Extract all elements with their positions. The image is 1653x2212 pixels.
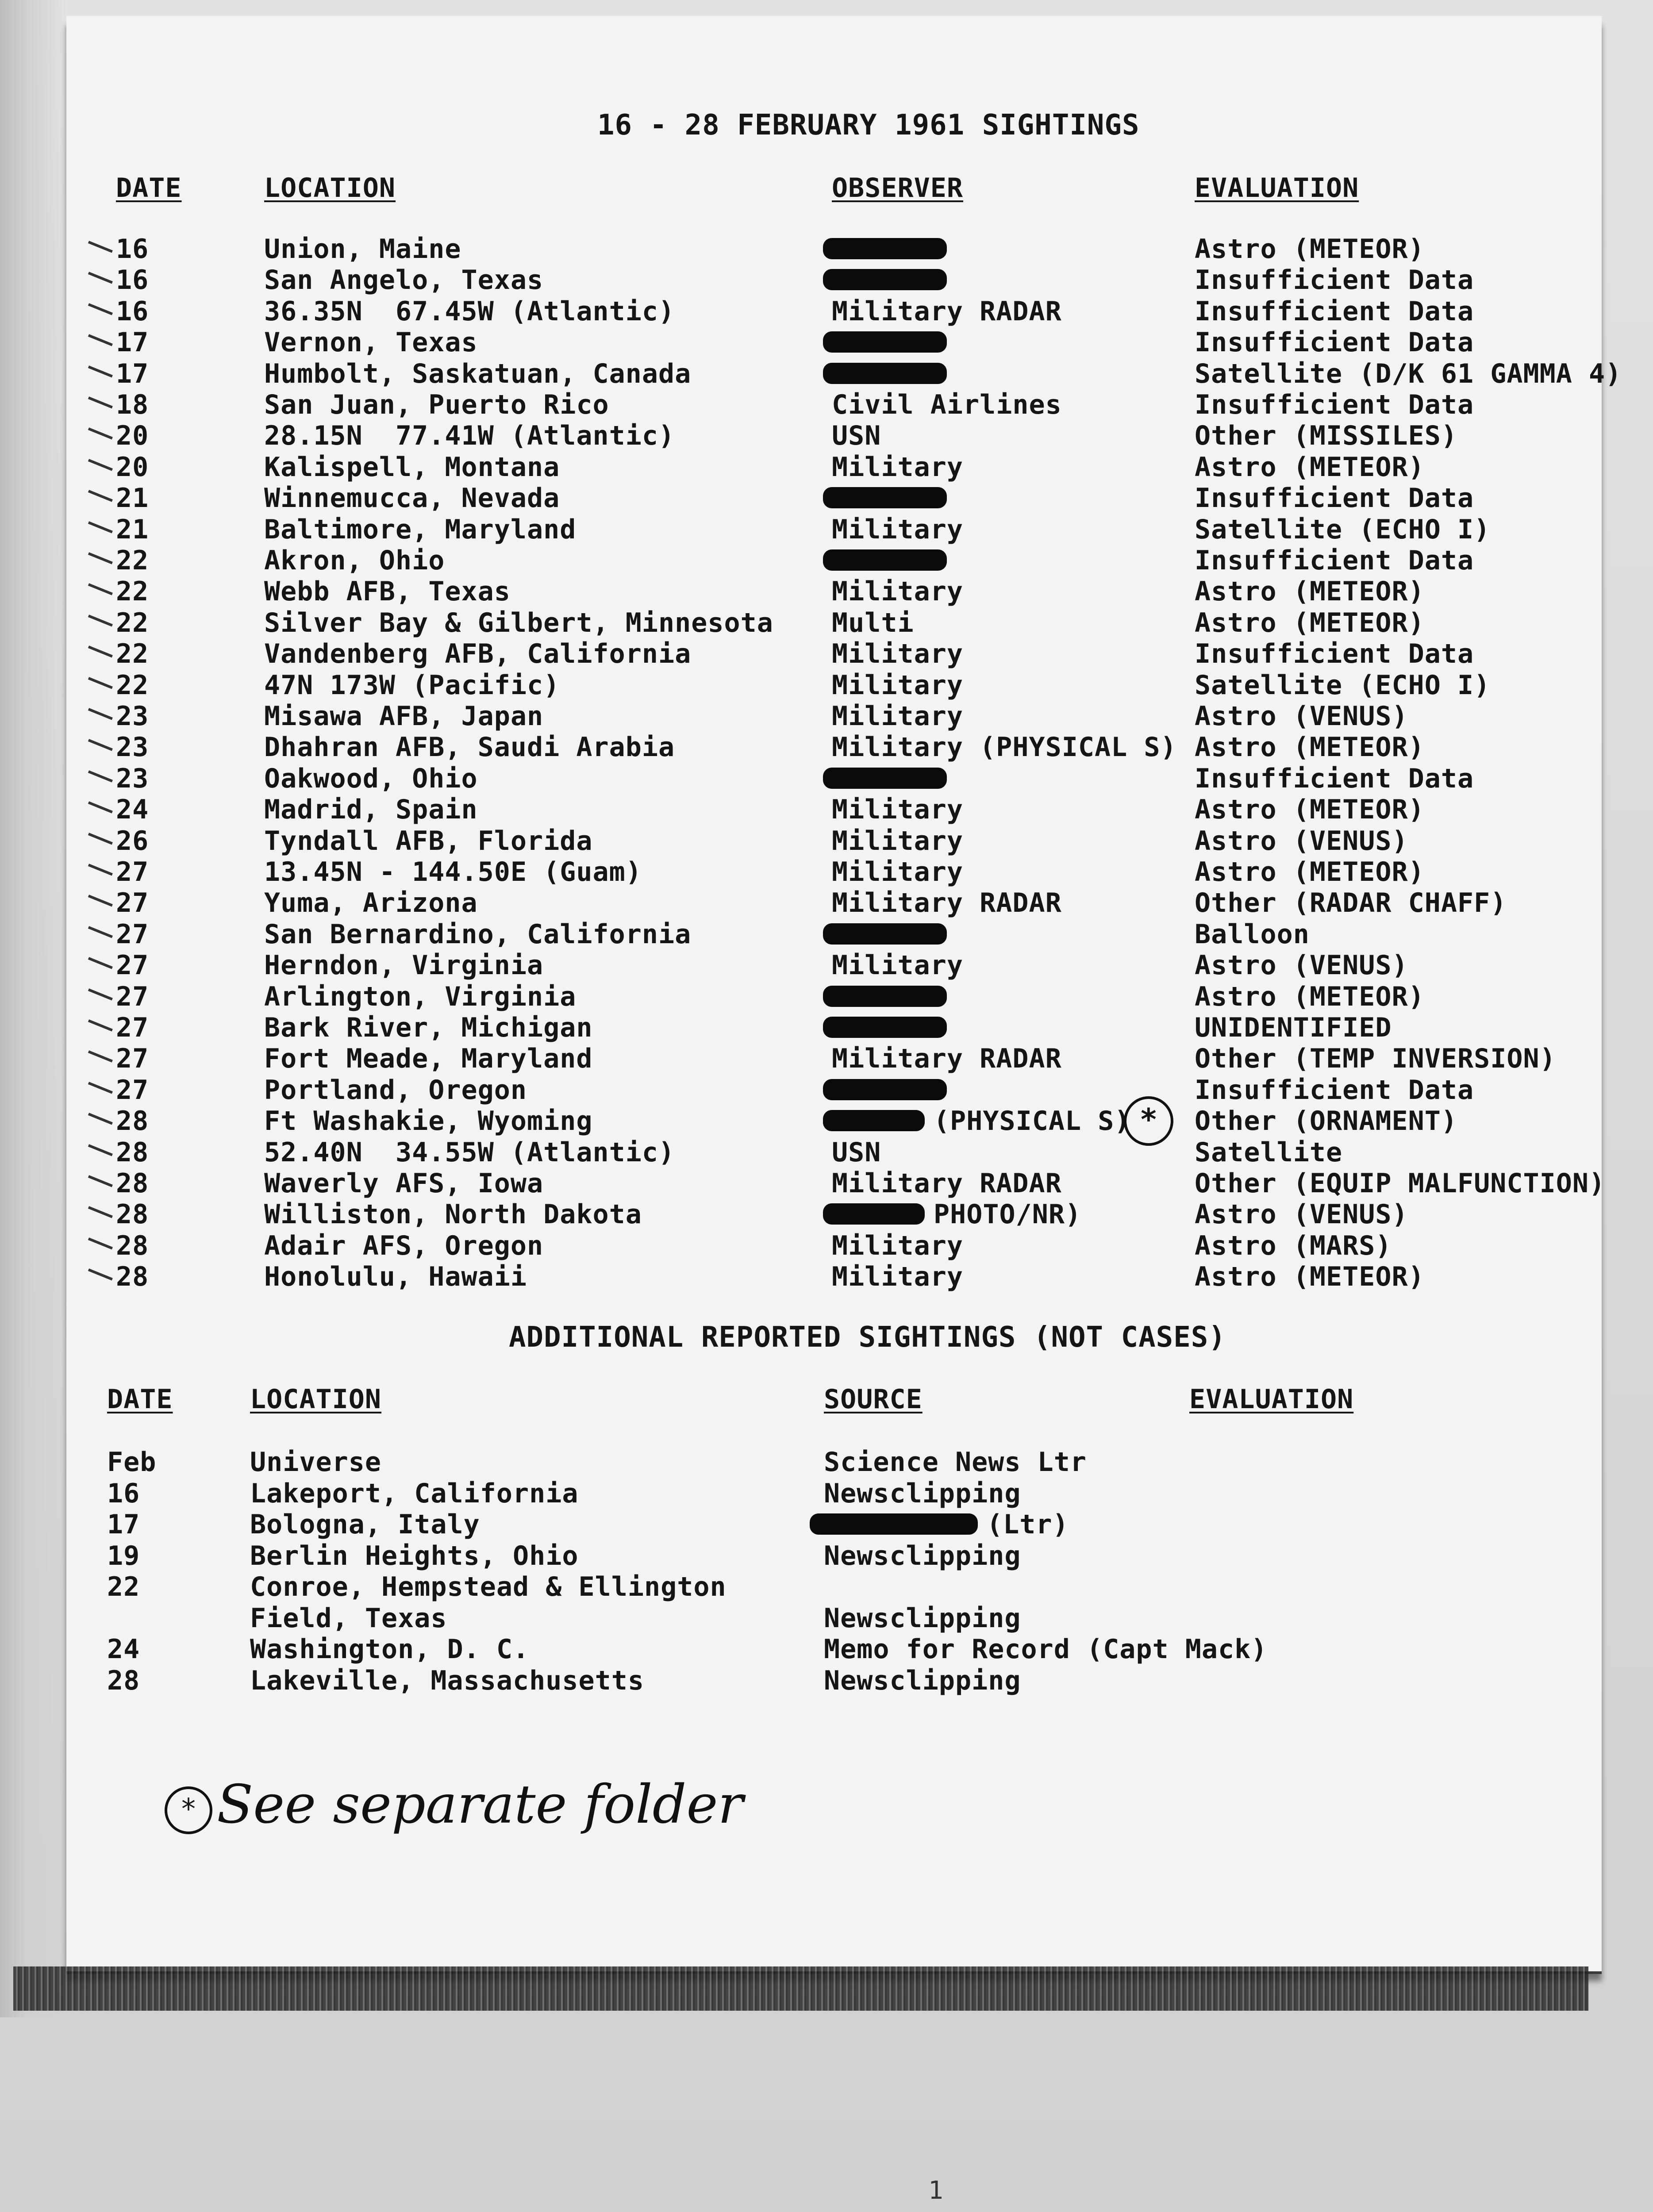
- row-evaluation: Astro (METEOR): [1195, 794, 1425, 825]
- check-tick-mark: [88, 272, 113, 284]
- check-tick-mark: [88, 957, 113, 969]
- row-date: 22: [116, 638, 149, 669]
- row-location: Fort Meade, Maryland: [264, 1043, 593, 1074]
- row-evaluation: Astro (METEOR): [1195, 607, 1425, 638]
- row-observer: Military: [832, 950, 963, 981]
- row-location: Vandenberg AFB, California: [264, 638, 692, 669]
- row-date: 27: [116, 887, 149, 918]
- check-tick-mark: [88, 645, 113, 657]
- check-tick-mark: [88, 864, 113, 876]
- check-tick-mark: [88, 365, 113, 377]
- check-tick-mark: [88, 677, 113, 689]
- row-date: 26: [116, 826, 149, 856]
- row-location: Lakeport, California: [250, 1478, 579, 1509]
- additional-header-location: LOCATION: [250, 1384, 381, 1415]
- table-row: [0, 296, 1653, 327]
- row-source: Newsclipping: [824, 1478, 1021, 1509]
- table-row: [0, 327, 1653, 358]
- check-tick-mark: [88, 1175, 113, 1187]
- row-date: 23: [116, 701, 149, 732]
- list-item: [0, 1634, 1653, 1665]
- check-tick-mark: [88, 1050, 113, 1062]
- redaction-bar: [823, 923, 947, 945]
- redaction-bar: [823, 1203, 925, 1225]
- row-date: 27: [116, 1043, 149, 1074]
- row-date: 28: [107, 1665, 140, 1696]
- row-location: 47N 173W (Pacific): [264, 670, 560, 701]
- row-evaluation: Astro (VENUS): [1195, 826, 1408, 856]
- header-location: LOCATION: [264, 173, 396, 204]
- table-row: [0, 545, 1653, 576]
- row-source: Newsclipping: [824, 1665, 1021, 1696]
- row-date: 28: [116, 1137, 149, 1168]
- table-row: [0, 358, 1653, 389]
- row-observer: Military: [832, 638, 963, 669]
- row-observer: Multi: [832, 607, 914, 638]
- row-location: Honolulu, Hawaii: [264, 1261, 527, 1292]
- row-location: Yuma, Arizona: [264, 887, 478, 918]
- row-date: 17: [116, 358, 149, 389]
- page-title: 16 - 28 FEBRUARY 1961 SIGHTINGS: [597, 109, 1140, 142]
- row-location: San Juan, Puerto Rico: [264, 389, 609, 420]
- table-row: [0, 763, 1653, 794]
- table-row: [0, 1230, 1653, 1261]
- check-tick-mark: [88, 1144, 113, 1156]
- row-evaluation: Insufficient Data: [1195, 327, 1474, 358]
- check-tick-mark: [88, 895, 113, 906]
- row-location: Humbolt, Saskatuan, Canada: [264, 358, 692, 389]
- row-evaluation: Astro (METEOR): [1195, 1261, 1425, 1292]
- row-evaluation: Insufficient Data: [1195, 265, 1474, 296]
- row-date: 27: [116, 950, 149, 981]
- check-tick-mark: [88, 739, 113, 751]
- row-evaluation: UNIDENTIFIED: [1195, 1012, 1392, 1043]
- row-date: 24: [107, 1634, 140, 1665]
- row-observer: USN: [832, 420, 881, 451]
- row-date: 19: [107, 1540, 140, 1571]
- row-date: 28: [116, 1261, 149, 1292]
- row-date: 23: [116, 763, 149, 794]
- table-row: [0, 670, 1653, 701]
- list-item: [0, 1509, 1653, 1540]
- row-location: Tyndall AFB, Florida: [264, 826, 593, 856]
- row-observer: Military: [832, 576, 963, 607]
- table-row: [0, 1261, 1653, 1292]
- row-location: Conroe, Hempstead & Ellington: [250, 1571, 727, 1602]
- list-item: [0, 1571, 1653, 1602]
- redaction-bar: [823, 1079, 947, 1100]
- row-date: 20: [116, 452, 149, 483]
- row-evaluation: Insufficient Data: [1195, 389, 1474, 420]
- row-observer: (PHYSICAL S): [934, 1106, 1131, 1137]
- list-item: [0, 1665, 1653, 1696]
- row-evaluation: Satellite: [1195, 1137, 1343, 1168]
- row-location: Ft Washakie, Wyoming: [264, 1106, 593, 1137]
- row-location: Portland, Oregon: [264, 1075, 527, 1106]
- header-date: DATE: [116, 173, 182, 204]
- table-row: [0, 483, 1653, 514]
- row-location: Lakeville, Massachusetts: [250, 1665, 644, 1696]
- additional-header-date: DATE: [107, 1384, 173, 1415]
- row-evaluation: Astro (METEOR): [1195, 856, 1425, 887]
- table-row: [0, 1199, 1653, 1230]
- row-evaluation: Astro (METEOR): [1195, 452, 1425, 483]
- redaction-bar: [823, 1110, 925, 1131]
- page-number: 1: [928, 2176, 943, 2205]
- redaction-bar: [823, 238, 947, 259]
- row-location: Waverly AFS, Iowa: [264, 1168, 544, 1199]
- list-item: [0, 1603, 1653, 1634]
- row-evaluation: Astro (MARS): [1195, 1230, 1392, 1261]
- row-observer: USN: [832, 1137, 881, 1168]
- row-date: 27: [116, 919, 149, 950]
- check-tick-mark: [88, 1082, 113, 1094]
- row-source: Newsclipping: [824, 1540, 1021, 1571]
- table-row: [0, 794, 1653, 825]
- table-row: [0, 1043, 1653, 1074]
- row-location: Vernon, Texas: [264, 327, 478, 358]
- redaction-bar: [823, 331, 947, 353]
- row-location: Arlington, Virginia: [264, 981, 577, 1012]
- row-location: Field, Texas: [250, 1603, 447, 1634]
- row-date: 18: [116, 389, 149, 420]
- check-tick-mark: [88, 833, 113, 845]
- additional-header-source: SOURCE: [824, 1384, 923, 1415]
- row-evaluation: Insufficient Data: [1195, 763, 1474, 794]
- row-location: Webb AFB, Texas: [264, 576, 511, 607]
- check-tick-mark: [88, 1206, 113, 1218]
- row-evaluation: Insufficient Data: [1195, 1075, 1474, 1106]
- redaction-bar: [823, 487, 947, 508]
- row-date: 28: [116, 1168, 149, 1199]
- additional-header-evaluation: EVALUATION: [1189, 1384, 1354, 1415]
- row-evaluation: Satellite (ECHO I): [1195, 670, 1491, 701]
- row-date: 16: [116, 265, 149, 296]
- table-row: [0, 732, 1653, 763]
- row-date: Feb: [107, 1447, 157, 1478]
- row-evaluation: Satellite (D/K 61 GAMMA 4): [1195, 358, 1622, 389]
- row-observer: Military: [832, 701, 963, 732]
- row-location: San Angelo, Texas: [264, 265, 544, 296]
- check-tick-mark: [88, 1019, 113, 1031]
- row-location: Williston, North Dakota: [264, 1199, 642, 1230]
- row-date: 27: [116, 856, 149, 887]
- check-tick-mark: [88, 241, 113, 253]
- row-observer: Military RADAR: [832, 296, 1062, 327]
- row-location: Winnemucca, Nevada: [264, 483, 560, 514]
- row-evaluation: Other (RADAR CHAFF): [1195, 887, 1507, 918]
- row-location: Akron, Ohio: [264, 545, 445, 576]
- redaction-bar: [823, 269, 947, 290]
- row-location: Bark River, Michigan: [264, 1012, 593, 1043]
- check-tick-mark: [88, 1113, 113, 1125]
- check-tick-mark: [88, 926, 113, 938]
- note-asterisk-circle: *: [165, 1786, 212, 1834]
- row-date: 22: [116, 545, 149, 576]
- row-location: Dhahran AFB, Saudi Arabia: [264, 732, 675, 763]
- row-location: Baltimore, Maryland: [264, 514, 577, 545]
- row-evaluation: Insufficient Data: [1195, 638, 1474, 669]
- row-location: Madrid, Spain: [264, 794, 478, 825]
- row-source: Memo for Record (Capt Mack): [824, 1634, 1268, 1665]
- table-row: [0, 576, 1653, 607]
- row-location: Union, Maine: [264, 234, 461, 265]
- row-evaluation: Satellite (ECHO I): [1195, 514, 1491, 545]
- circled-asterisk-mark: *: [1124, 1096, 1173, 1146]
- header-observer: OBSERVER: [832, 173, 963, 204]
- row-location: Adair AFS, Oregon: [264, 1230, 544, 1261]
- row-date: 21: [116, 483, 149, 514]
- row-evaluation: Astro (VENUS): [1195, 1199, 1408, 1230]
- list-item: [0, 1478, 1653, 1509]
- table-row: [0, 919, 1653, 950]
- row-evaluation: Astro (VENUS): [1195, 701, 1408, 732]
- row-observer: Military RADAR: [832, 1043, 1062, 1074]
- row-evaluation: Other (ORNAMENT): [1195, 1106, 1457, 1137]
- row-observer: Military: [832, 670, 963, 701]
- table-row: [0, 1168, 1653, 1199]
- table-row: [0, 981, 1653, 1012]
- row-evaluation: Astro (METEOR): [1195, 732, 1425, 763]
- row-location: 36.35N 67.45W (Atlantic): [264, 296, 675, 327]
- row-location: 28.15N 77.41W (Atlantic): [264, 420, 675, 451]
- row-observer: Military: [832, 514, 963, 545]
- redaction-bar: [823, 363, 947, 384]
- row-observer: Military: [832, 826, 963, 856]
- header-evaluation: EVALUATION: [1195, 173, 1359, 204]
- row-date: 27: [116, 981, 149, 1012]
- row-observer: Military: [832, 452, 963, 483]
- row-observer: Military RADAR: [832, 1168, 1062, 1199]
- row-location: 52.40N 34.55W (Atlantic): [264, 1137, 675, 1168]
- row-evaluation: Astro (METEOR): [1195, 576, 1425, 607]
- row-date: 17: [116, 327, 149, 358]
- table-row: [0, 950, 1653, 981]
- table-row: [0, 420, 1653, 451]
- row-observer: Military: [832, 1230, 963, 1261]
- redaction-bar: [810, 1513, 978, 1535]
- row-date: 27: [116, 1012, 149, 1043]
- row-date: 28: [116, 1199, 149, 1230]
- row-location: Bologna, Italy: [250, 1509, 480, 1540]
- row-evaluation: Insufficient Data: [1195, 483, 1474, 514]
- row-observer: Military: [832, 794, 963, 825]
- row-evaluation: Other (EQUIP MALFUNCTION): [1195, 1168, 1606, 1199]
- row-date: 28: [116, 1106, 149, 1137]
- check-tick-mark: [88, 427, 113, 439]
- check-tick-mark: [88, 459, 113, 471]
- table-row: [0, 826, 1653, 856]
- redaction-bar: [823, 1017, 947, 1038]
- additional-section-title: ADDITIONAL REPORTED SIGHTINGS (NOT CASES): [509, 1321, 1226, 1354]
- check-tick-mark: [88, 521, 113, 533]
- check-tick-mark: [88, 1268, 113, 1280]
- row-date: 28: [116, 1230, 149, 1261]
- row-date: 20: [116, 420, 149, 451]
- table-row: [0, 452, 1653, 483]
- table-row: [0, 856, 1653, 887]
- check-tick-mark: [88, 490, 113, 502]
- row-date: 27: [116, 1075, 149, 1106]
- row-date: 22: [116, 607, 149, 638]
- row-location: Berlin Heights, Ohio: [250, 1540, 579, 1571]
- row-date: 22: [116, 670, 149, 701]
- scan-bottom-edge: [13, 1966, 1588, 2011]
- table-row: [0, 234, 1653, 265]
- table-row: [0, 887, 1653, 918]
- row-evaluation: Insufficient Data: [1195, 545, 1474, 576]
- row-observer: Civil Airlines: [832, 389, 1062, 420]
- row-observer: Military: [832, 856, 963, 887]
- row-evaluation: Astro (METEOR): [1195, 981, 1425, 1012]
- table-row: [0, 514, 1653, 545]
- table-row: [0, 638, 1653, 669]
- table-row: [0, 1075, 1653, 1106]
- row-location: Misawa AFB, Japan: [264, 701, 544, 732]
- table-row: [0, 265, 1653, 296]
- check-tick-mark: [88, 396, 113, 408]
- handwritten-note: See separate folder: [217, 1774, 743, 1836]
- table-row: [0, 1106, 1653, 1137]
- redaction-bar: [823, 549, 947, 571]
- row-location: San Bernardino, California: [264, 919, 692, 950]
- row-date: 22: [116, 576, 149, 607]
- row-date: 16: [107, 1478, 140, 1509]
- row-observer: Military: [832, 1261, 963, 1292]
- row-location: Oakwood, Ohio: [264, 763, 478, 794]
- redaction-bar: [823, 768, 947, 789]
- table-row: [0, 1137, 1653, 1168]
- row-date: 16: [116, 234, 149, 265]
- redaction-bar: [823, 986, 947, 1007]
- row-evaluation: Astro (METEOR): [1195, 234, 1425, 265]
- list-item: [0, 1447, 1653, 1478]
- row-source: Newsclipping: [824, 1603, 1021, 1634]
- row-evaluation: Insufficient Data: [1195, 296, 1474, 327]
- row-evaluation: Other (MISSILES): [1195, 420, 1457, 451]
- row-date: 16: [116, 296, 149, 327]
- row-date: 24: [116, 794, 149, 825]
- list-item: [0, 1540, 1653, 1571]
- table-row: [0, 389, 1653, 420]
- check-tick-mark: [88, 552, 113, 564]
- row-date: 21: [116, 514, 149, 545]
- row-evaluation: Other (TEMP INVERSION): [1195, 1043, 1556, 1074]
- row-observer: Military (PHYSICAL S): [832, 732, 1177, 763]
- check-tick-mark: [88, 770, 113, 782]
- check-tick-mark: [88, 614, 113, 626]
- row-date: 17: [107, 1509, 140, 1540]
- row-evaluation: Balloon: [1195, 919, 1310, 950]
- row-location: Kalispell, Montana: [264, 452, 560, 483]
- row-location: Washington, D. C.: [250, 1634, 530, 1665]
- row-evaluation: Astro (VENUS): [1195, 950, 1408, 981]
- check-tick-mark: [88, 801, 113, 813]
- row-source: (Ltr): [987, 1509, 1069, 1540]
- check-tick-mark: [88, 988, 113, 1000]
- table-row: [0, 701, 1653, 732]
- row-location: Universe: [250, 1447, 381, 1478]
- check-tick-mark: [88, 303, 113, 315]
- check-tick-mark: [88, 1237, 113, 1249]
- row-date: 22: [107, 1571, 140, 1602]
- row-observer: Military RADAR: [832, 887, 1062, 918]
- row-location: Silver Bay & Gilbert, Minnesota: [264, 607, 773, 638]
- row-location: 13.45N - 144.50E (Guam): [264, 856, 642, 887]
- row-source: Science News Ltr: [824, 1447, 1087, 1478]
- table-row: [0, 607, 1653, 638]
- row-location: Herndon, Virginia: [264, 950, 544, 981]
- check-tick-mark: [88, 334, 113, 346]
- row-date: 23: [116, 732, 149, 763]
- check-tick-mark: [88, 583, 113, 595]
- check-tick-mark: [88, 708, 113, 720]
- table-row: [0, 1012, 1653, 1043]
- row-observer: PHOTO/NR): [934, 1199, 1082, 1230]
